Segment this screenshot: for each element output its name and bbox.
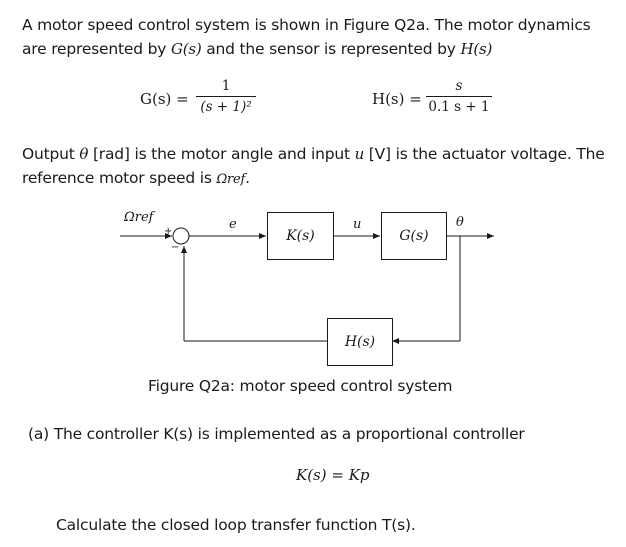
omega-ref-label: Ωref xyxy=(124,210,154,225)
eq-g-numerator: 1 xyxy=(221,78,231,94)
para2-line-2-a: reference motor speed is xyxy=(22,169,217,187)
para2-line-1-b: [rad] is the motor angle and input xyxy=(88,145,355,163)
para2-u: u xyxy=(354,145,365,163)
eq-g-lhs: G(s) = xyxy=(140,90,189,108)
plus-sign: + xyxy=(164,226,173,237)
para2-line-1-c: [V] is the actuator voltage. The xyxy=(364,145,605,163)
intro-line-2-mid: and the sensor is represented by xyxy=(201,40,461,58)
eq-h-denominator: 0.1 s + 1 xyxy=(428,99,490,115)
error-label: e xyxy=(229,217,237,232)
final-question: Calculate the closed loop transfer function T(s). xyxy=(56,516,416,534)
intro-line-2-pre: are represented by xyxy=(22,40,171,58)
theta-label: θ xyxy=(456,215,464,230)
intro-line-1: A motor speed control system is shown in Figure Q2a. The motor dynamics xyxy=(22,16,591,34)
plant-block-g: G(s) xyxy=(381,212,447,260)
figure-caption: Figure Q2a: motor speed control system xyxy=(148,377,453,395)
eq-h-numerator: s xyxy=(455,78,463,94)
intro-g-symbol: G(s) xyxy=(170,40,202,58)
intro-h-symbol: H(s) xyxy=(460,40,493,58)
part-a-text: (a) The controller K(s) is implemented as a proportional controller xyxy=(28,425,525,443)
eq-g-denominator: (s + 1)² xyxy=(200,99,252,115)
para2-theta: θ xyxy=(79,145,89,163)
para2-omega-ref: Ωref xyxy=(216,172,246,187)
minus-sign: − xyxy=(171,242,180,253)
para2-line-2-b: . xyxy=(245,169,250,187)
eq-h-lhs: H(s) = xyxy=(372,90,422,108)
sensor-block-h: H(s) xyxy=(327,318,393,366)
para2-line-1-a: Output xyxy=(22,145,80,163)
u-label: u xyxy=(353,217,362,232)
eq-k: K(s) = Kp xyxy=(296,466,370,484)
controller-block-k: K(s) xyxy=(267,212,334,260)
